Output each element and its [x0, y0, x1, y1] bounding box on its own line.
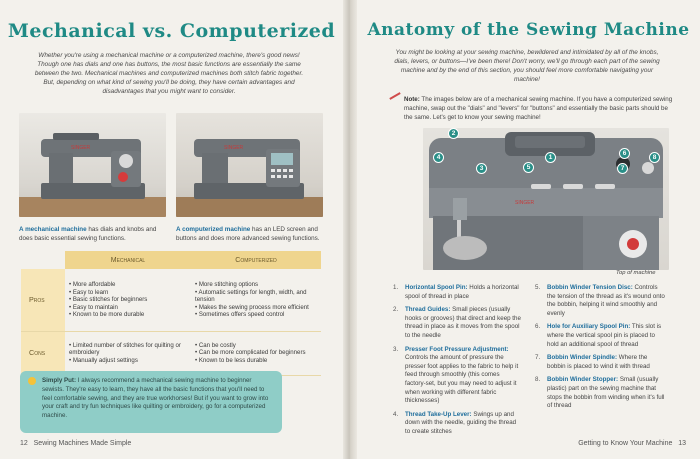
list-item [393, 284, 521, 301]
list-item [393, 411, 521, 437]
list-item: • Can be costly [195, 342, 317, 350]
header-mechanical: Mechanical [65, 251, 191, 269]
svg-text:SINGER: SINGER [71, 145, 91, 151]
mechanical-machine-photo [19, 113, 166, 217]
chapter-title: Getting to Know Your Machine [578, 440, 673, 447]
item-number: 7. [535, 354, 541, 362]
callout-1: 1 [545, 152, 556, 163]
svg-text:SINGER: SINGER [515, 200, 535, 206]
mechanical-caption-bold: A mechanical machine [19, 226, 87, 233]
right-page-number: 13 [678, 440, 686, 447]
parts-list-right [535, 284, 665, 416]
callout-8: 8 [649, 152, 660, 163]
list-item [535, 284, 665, 318]
row-label-pros: Pros [21, 269, 65, 331]
list-item: • Basic stitches for beginners [69, 296, 187, 304]
note-text: The images below are of a mechanical sewing machine. If you have a computerized sewing machine, swap out the "dials" and "levers" for "buttons" and essentially the basic parts should be the same. Let's get to know your sewing machine! [404, 96, 673, 121]
header-computerized: Computerized [191, 251, 321, 269]
item-term: Presser Foot Pressure Adjustment: [405, 345, 509, 353]
item-desc: Swings up and down with the needle, guiding the thread to create stitches [405, 410, 517, 435]
computerized-caption-bold: A computerized machine [176, 226, 251, 233]
pin-icon [389, 92, 400, 100]
item-desc: Small pieces (usually hooks or grooves) that direct and keep the thread in place as it moves from the spool to the needle [405, 306, 521, 339]
list-item [535, 376, 665, 410]
item-number: 2. [393, 306, 399, 314]
right-page-title: Anatomy of the Sewing Machine [367, 20, 690, 40]
computerized-caption [176, 226, 326, 243]
item-number: 4. [393, 410, 399, 418]
list-item [393, 306, 521, 340]
lightbulb-icon [28, 377, 36, 385]
left-page-number: 12 [20, 440, 28, 447]
list-item: • Automatic settings for length, width, and tension [195, 289, 317, 304]
tip-label: Simply Put: [42, 377, 77, 384]
list-item: • Easy to maintain [69, 304, 187, 312]
item-term: Bobbin Winder Tension Disc: [547, 284, 633, 291]
list-item: • Limited number of stitches for quilting or embroidery [69, 342, 187, 357]
item-number: 1. [393, 284, 399, 291]
left-footer [20, 440, 131, 447]
item-desc: Controls the amount of pressure the presser foot applies to the fabric to help it feed through smoothly (this comes factory-set, but you may need to adjust it when working with different fabric thicknesses) [405, 354, 519, 405]
item-desc: This slot is where the vertical spool pin is placed to hold an additional spool of thread [547, 323, 662, 348]
callout-5: 5 [523, 162, 534, 173]
list-item: • Known to be less durable [195, 357, 317, 365]
list-item: • Can be more complicated for beginners [195, 349, 317, 357]
right-page-intro: You might be looking at your sewing machine, bewildered and intimidated by all of the knobs, dials, levers, or buttons—I've been there! Don't worry, we'll go through each part of the sewing machine and by the end of this section, you should feel more comfortable navigating your machine! [394, 49, 660, 83]
mechanical-caption-text: has dials and knobs and does basic essential sewing functions. [19, 226, 157, 242]
comparison-table [21, 251, 321, 376]
list-item: • More stitching options [195, 281, 317, 289]
list-item: • Manually adjust settings [69, 357, 187, 365]
item-term: Thread Guides: [405, 306, 451, 314]
callout-3: 3 [476, 163, 487, 174]
item-number: 6. [535, 323, 541, 331]
list-item: • Known to be more durable [69, 311, 187, 319]
item-desc: Small (usually plastic) part on the sewing machine that stops the bobbin from winding when it's full of thread [547, 376, 665, 410]
left-page-intro: Whether you're using a mechanical machine or a computerized machine, there's good news! Though one has dials and one has buttons, the most basic functions are essentially the same between the two. Mechanical machines and computerized machines both stitch fabric together. But, depending on what kind of sewing you'll be doing, they have certain advantages and disadvantages that you might want to consider. [34, 52, 304, 95]
table-row [21, 331, 321, 375]
mechanical-caption [19, 226, 167, 243]
item-term: Bobbin Winder Spindle: [547, 354, 618, 362]
parts-list-left [393, 284, 521, 442]
item-desc: Controls the tension of the thread as it's wound onto the bobbin, helping it wind smoothly and evenly [547, 284, 665, 317]
item-term: Thread Take-Up Lever: [405, 410, 472, 418]
list-item: • Easy to learn [69, 289, 187, 297]
row-label-cons: Cons [21, 331, 65, 375]
computerized-caption-text: has an LED screen and buttons and does more advanced sewing functions. [176, 226, 320, 242]
book-gutter [343, 0, 357, 459]
list-item: • More affordable [69, 281, 187, 289]
item-number: 3. [393, 345, 399, 353]
left-page [0, 0, 343, 459]
note-paragraph [404, 95, 674, 122]
list-item [535, 354, 665, 371]
cons-computerized-list [195, 342, 317, 365]
right-page [357, 0, 700, 459]
svg-text:SINGER: SINGER [224, 145, 244, 151]
left-page-title: Mechanical vs. Computerized [7, 20, 336, 42]
cons-mechanical-list [69, 342, 187, 365]
pros-mechanical-list [69, 281, 187, 319]
list-item [535, 323, 665, 349]
item-desc: Where the bobbin is placed to wind it with thread [547, 354, 650, 370]
tip-text: I always recommend a mechanical sewing machine to beginner sewists. They're easy to learn, they have all the basic functions that you'll need to feel comfortable sewing, and they are true workhorses! But if you want to grow into your craft and try fun techniques like quilting or embroidery, go for a computerized machine. [42, 377, 269, 420]
item-term: Bobbin Winder Stopper: [547, 376, 619, 384]
list-item: • Makes the sewing process more efficient [195, 304, 317, 312]
right-footer [578, 440, 686, 447]
note-label: Note: [404, 96, 420, 103]
list-item: • Sometimes offers speed control [195, 311, 317, 319]
item-term: Hole for Auxiliary Spool Pin: [547, 323, 631, 331]
top-of-machine-photo [423, 128, 669, 270]
callout-7: 7 [617, 163, 628, 174]
simply-put-tip-box [20, 371, 282, 433]
callout-6: 6 [619, 148, 630, 159]
item-number: 5. [535, 284, 541, 291]
callout-4: 4 [433, 152, 444, 163]
callout-2: 2 [448, 128, 459, 139]
computerized-machine-photo [176, 113, 323, 217]
pros-computerized-list [195, 281, 317, 319]
photo-caption: Top of machine [616, 270, 656, 276]
table-row [21, 269, 321, 331]
item-desc: Holds a horizontal spool of thread in place [405, 284, 519, 300]
item-number: 8. [535, 376, 541, 384]
list-item [393, 346, 521, 406]
item-term: Horizontal Spool Pin: [405, 284, 468, 291]
book-title: Sewing Machines Made Simple [33, 440, 132, 447]
